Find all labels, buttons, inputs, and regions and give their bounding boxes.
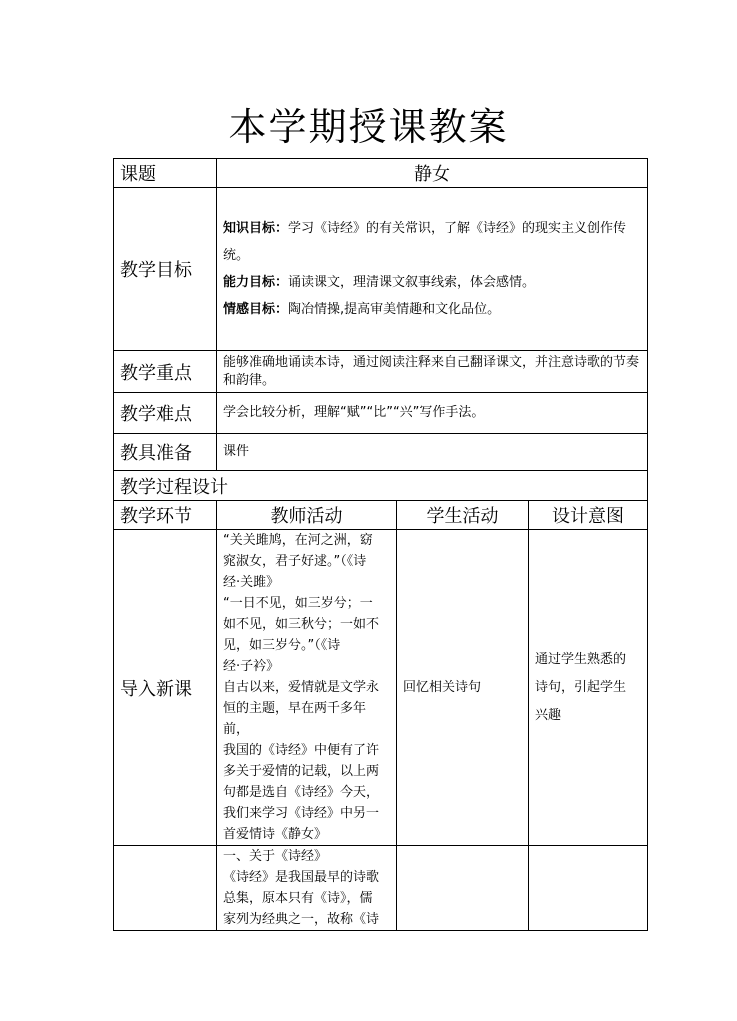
lesson-value: 静女 xyxy=(217,159,648,188)
design-intent: 通过学生熟悉的 诗句，引起学生 兴趣 xyxy=(529,530,648,846)
process-step-row xyxy=(114,846,648,931)
student-activity: 回忆相关诗句 xyxy=(397,530,529,846)
difficulties-text: 学会比较分析，理解“赋”“比”“兴”写作手法。 xyxy=(217,393,648,434)
objectives-content xyxy=(217,188,648,351)
process-row xyxy=(114,471,648,501)
student-activity xyxy=(397,846,529,931)
materials-row xyxy=(114,434,648,471)
key-points-text: 能够准确地诵读本诗，通过阅读注释来自己翻译课文，并注意诗歌的节奏和韵律。 xyxy=(217,351,648,393)
difficulties-label: 教学难点 xyxy=(114,393,217,434)
stage-cell xyxy=(114,846,217,931)
materials-text: 课件 xyxy=(217,434,648,471)
key-points-row xyxy=(114,351,648,393)
header-stage: 教学环节 xyxy=(114,501,217,530)
difficulties-row xyxy=(114,393,648,434)
page-title: 本学期授课教案 xyxy=(228,105,509,149)
teacher-activity: “关关雎鸠，在河之洲，窈 窕淑女，君子好逑。”（《诗 经·关雎》 “一日不见，如三岁兮；一 如不见，如三秋兮；一如不 见，如三岁兮。”（《诗 经·子衿》 自古以来，爱情就是文学永 恒的主题，早在两千多年前， 我国的《诗经》中便有了许 多关于爱情的记载，以上两 句都是选自《诗经》今天， 我们来学习《诗经》中另一 首爱情诗《静女》 xyxy=(217,530,397,846)
objectives-row xyxy=(114,188,648,351)
key-points-label: 教学重点 xyxy=(114,351,217,393)
materials-label: 教具准备 xyxy=(114,434,217,471)
process-header-row xyxy=(114,501,648,530)
header-teacher: 教师活动 xyxy=(217,501,397,530)
header-student: 学生活动 xyxy=(397,501,529,530)
header-intent: 设计意图 xyxy=(529,501,648,530)
process-label: 教学过程设计 xyxy=(114,471,648,501)
objective-emotion: 情感目标：陶冶情操,提高审美情趣和文化品位。 xyxy=(223,302,501,317)
process-step-row xyxy=(114,530,648,846)
lesson-label: 课题 xyxy=(114,159,217,188)
objective-knowledge: 知识目标：学习《诗经》的有关常识，了解《诗经》的现实主义创作传统。 xyxy=(223,221,627,263)
design-intent xyxy=(529,846,648,931)
objectives-label: 教学目标 xyxy=(114,188,217,351)
lesson-row xyxy=(114,159,648,188)
objective-ability: 能力目标：诵读课文，理清课文叙事线索，体会感情。 xyxy=(223,275,536,290)
lesson-plan-table xyxy=(113,158,648,931)
teacher-activity: 一、关于《诗经》 《诗经》是我国最早的诗歌 总集，原本只有《诗》，儒 家列为经典之一，故称《诗 xyxy=(217,846,397,931)
stage-cell: 导入新课 xyxy=(114,530,217,846)
